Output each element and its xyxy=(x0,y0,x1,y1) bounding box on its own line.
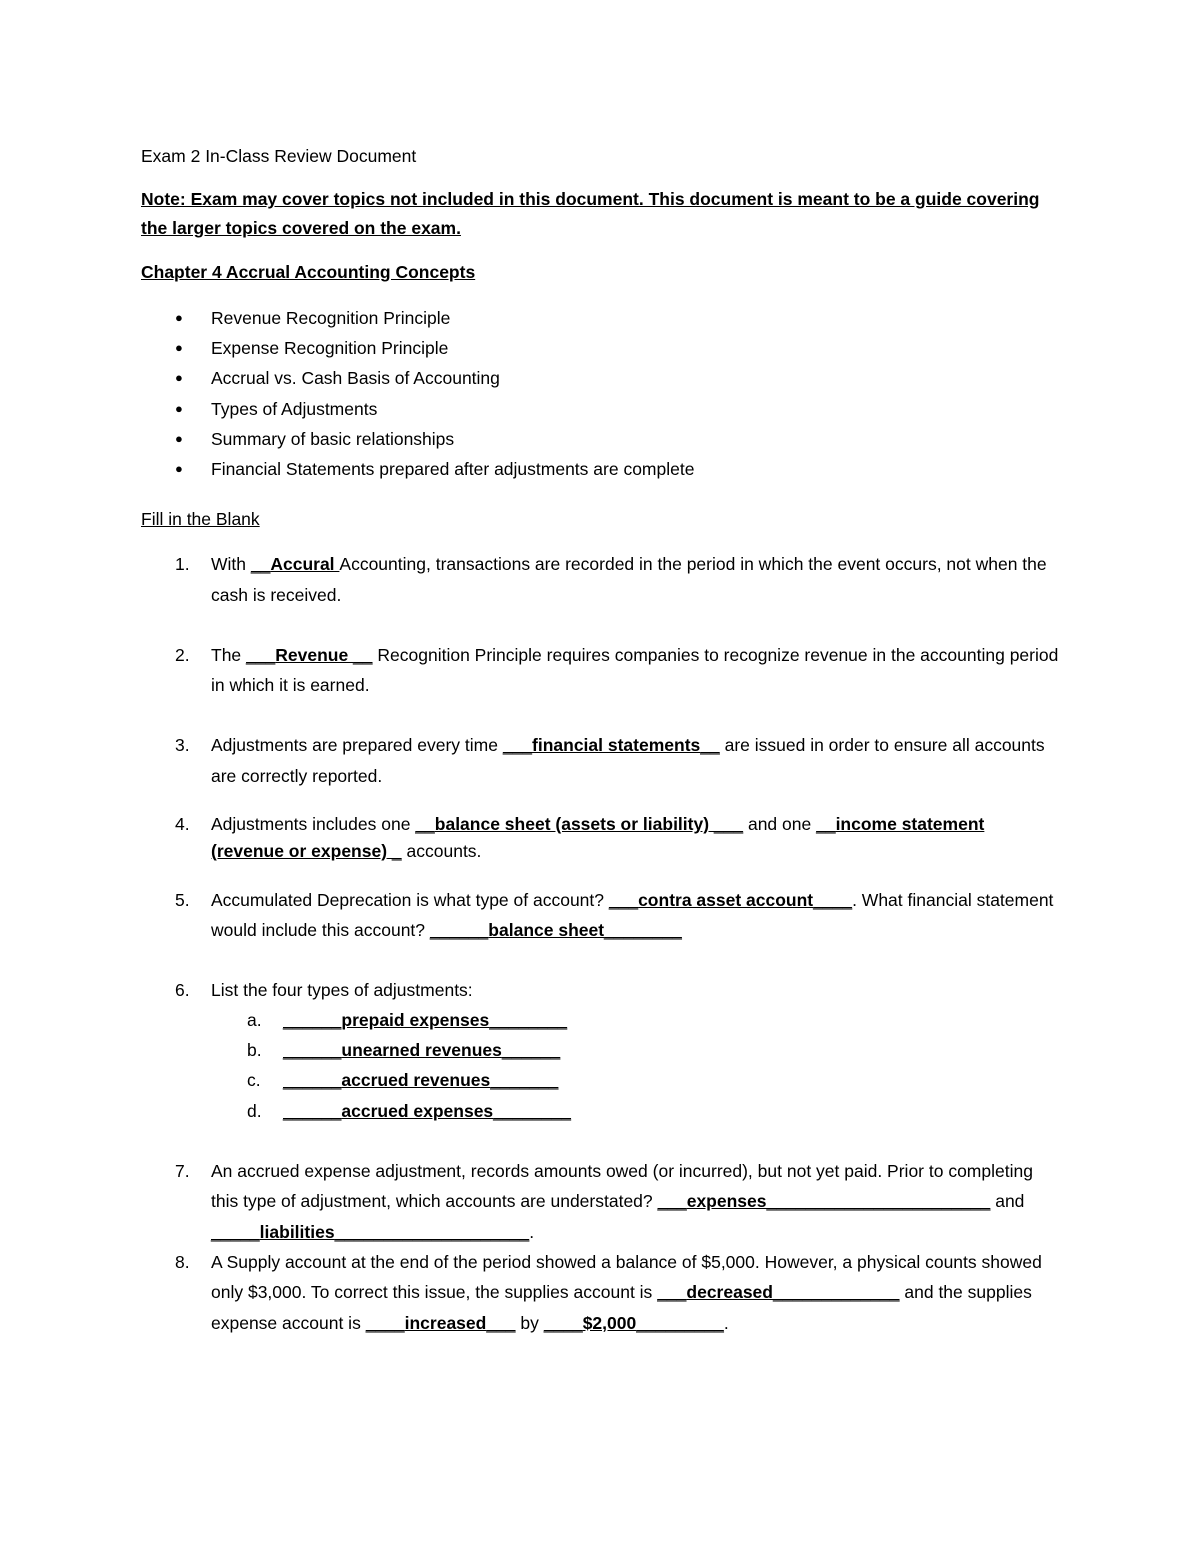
blank: _________ xyxy=(636,1312,724,1333)
list-item: ● Revenue Recognition Principle xyxy=(141,303,1061,333)
question-number: 2. xyxy=(175,644,190,665)
answer-text: accrued expenses xyxy=(341,1100,494,1121)
bullet-icon: ● xyxy=(175,310,183,325)
blank: __ xyxy=(353,644,373,665)
question-3: 3. Adjustments are prepared every time ___financial statements__ are issued in order to ensure all accounts are correctly reported. xyxy=(141,730,1061,791)
list-item: ● Types of Adjustments xyxy=(141,394,1061,424)
blank: ______ xyxy=(283,1100,342,1121)
list-item xyxy=(141,1035,1061,1065)
blank: __ xyxy=(250,554,271,575)
list-item xyxy=(141,1096,1061,1126)
question-number: 4. xyxy=(175,814,190,834)
blank: ___ xyxy=(657,1191,687,1212)
answer-text: $2,000 xyxy=(582,1312,637,1333)
blank: ___ xyxy=(246,644,276,665)
list-item xyxy=(141,1065,1061,1095)
blank: ______ xyxy=(429,920,489,941)
blank: _______________________ xyxy=(766,1191,991,1212)
answer-text: unearned revenues xyxy=(341,1040,502,1061)
blank: ___ xyxy=(657,1282,687,1303)
blank: ________ xyxy=(489,1009,568,1030)
document-title: Exam 2 In-Class Review Document xyxy=(141,146,417,166)
blank: ______ xyxy=(283,1070,342,1091)
question-number: 8. xyxy=(175,1251,190,1272)
answer-text: contra asset account xyxy=(638,890,814,910)
question-number: 1. xyxy=(175,554,190,575)
answer-text: expenses xyxy=(686,1191,767,1212)
blank: _______ xyxy=(490,1070,559,1091)
list-item: ● Accrual vs. Cash Basis of Accounting xyxy=(141,363,1061,393)
item-letter: b. xyxy=(247,1040,262,1061)
bullet-icon: ● xyxy=(175,370,183,386)
blank: ________ xyxy=(493,1100,572,1121)
blank: ___ xyxy=(502,735,533,756)
item-letter: c. xyxy=(247,1070,261,1091)
list-item: ● Financial Statements prepared after adjustments are complete xyxy=(141,454,1061,484)
bullet-icon: ● xyxy=(175,461,183,477)
topic-list xyxy=(141,303,1061,484)
blank: ____ xyxy=(813,890,853,910)
blank: __ xyxy=(700,735,720,756)
question-number: 7. xyxy=(175,1161,190,1182)
question-2: 2. The ___Revenue __ Recognition Principle requires companies to recognize revenue in the accounting period in which it is earned. xyxy=(141,640,1061,701)
list-item: ● Expense Recognition Principle xyxy=(141,333,1061,363)
answer-text: Accural xyxy=(270,554,340,575)
question-7: 7. An accrued expense adjustment, records amounts owed (or incurred), but not yet paid. Prior to completing this type of adjustment, which accounts are understated? ___expenses_______________________ and _____liabilities____________________. xyxy=(141,1156,1061,1247)
blank: ________ xyxy=(604,920,682,941)
note-paragraph: Note: Exam may cover topics not included in this document. This document is meant to be a guide covering the larger topics covered on the exam. xyxy=(141,189,1040,238)
blank: ____ xyxy=(543,1312,583,1333)
question-6: 6. List the four types of adjustments: xyxy=(141,975,1061,1005)
blank: _____ xyxy=(211,1221,260,1242)
chapter-heading: Chapter 4 Accrual Accounting Concepts xyxy=(141,262,476,282)
blank: ____ xyxy=(365,1312,405,1333)
answer-text: financial statements xyxy=(532,735,701,756)
answer-text: accrued revenues xyxy=(341,1070,491,1091)
answer-text: decreased xyxy=(686,1282,773,1303)
fill-in-blank-heading: Fill in the Blank xyxy=(141,509,260,530)
answer-text: prepaid expenses xyxy=(341,1009,490,1030)
answer-text: balance sheet xyxy=(488,920,605,941)
answer-text: balance sheet (assets or liability) xyxy=(434,814,710,834)
blank: _ xyxy=(387,841,402,861)
answer-text: income statement (revenue or expense) xyxy=(211,814,985,861)
list-item xyxy=(141,1005,1061,1035)
bullet-icon: ● xyxy=(175,430,183,446)
question-1: 1. With __Accural Accounting, transactions are recorded in the period in which the event occurs, not when the cash is received. xyxy=(141,549,1061,610)
answer-text: increased xyxy=(404,1312,487,1333)
blank: ____________________ xyxy=(334,1221,530,1242)
blank: _____________ xyxy=(772,1282,900,1303)
blank: __ xyxy=(816,814,836,834)
question-4: 4. Adjustments includes one __balance sheet (assets or liability) ___ and one __income statement (revenue or expense) _ accounts. xyxy=(141,811,1061,865)
question-5: 5. Accumulated Deprecation is what type of account? ___contra asset account____. What financial statement would include this account? ______balance sheet________ xyxy=(141,885,1061,946)
question-number: 5. xyxy=(175,890,190,910)
blank: __ xyxy=(415,814,435,834)
blank: ______ xyxy=(501,1040,561,1061)
answer-text: liabilities xyxy=(259,1221,335,1242)
blank: ___ xyxy=(608,890,639,910)
blank: ___ xyxy=(486,1312,516,1333)
question-8: 8. A Supply account at the end of the period showed a balance of $5,000. However, a physical counts showed only $3,000. To correct this issue, the supplies account is ___decreased_____________ and the supplies expense account is ____increased___ by ____$2,000_________. xyxy=(141,1247,1061,1338)
question-number: 6. xyxy=(175,979,190,1000)
document-content xyxy=(141,143,1061,1338)
blank: ______ xyxy=(283,1040,342,1061)
list-item: ● Summary of basic relationships xyxy=(141,424,1061,454)
bullet-icon: ● xyxy=(175,340,183,356)
blank: ______ xyxy=(283,1009,342,1030)
blank: ___ xyxy=(709,814,744,834)
answer-text: Revenue xyxy=(275,644,354,665)
question-number: 3. xyxy=(175,735,190,756)
item-letter: d. xyxy=(247,1100,262,1121)
bullet-icon: ● xyxy=(175,400,183,416)
item-letter: a. xyxy=(247,1009,262,1030)
